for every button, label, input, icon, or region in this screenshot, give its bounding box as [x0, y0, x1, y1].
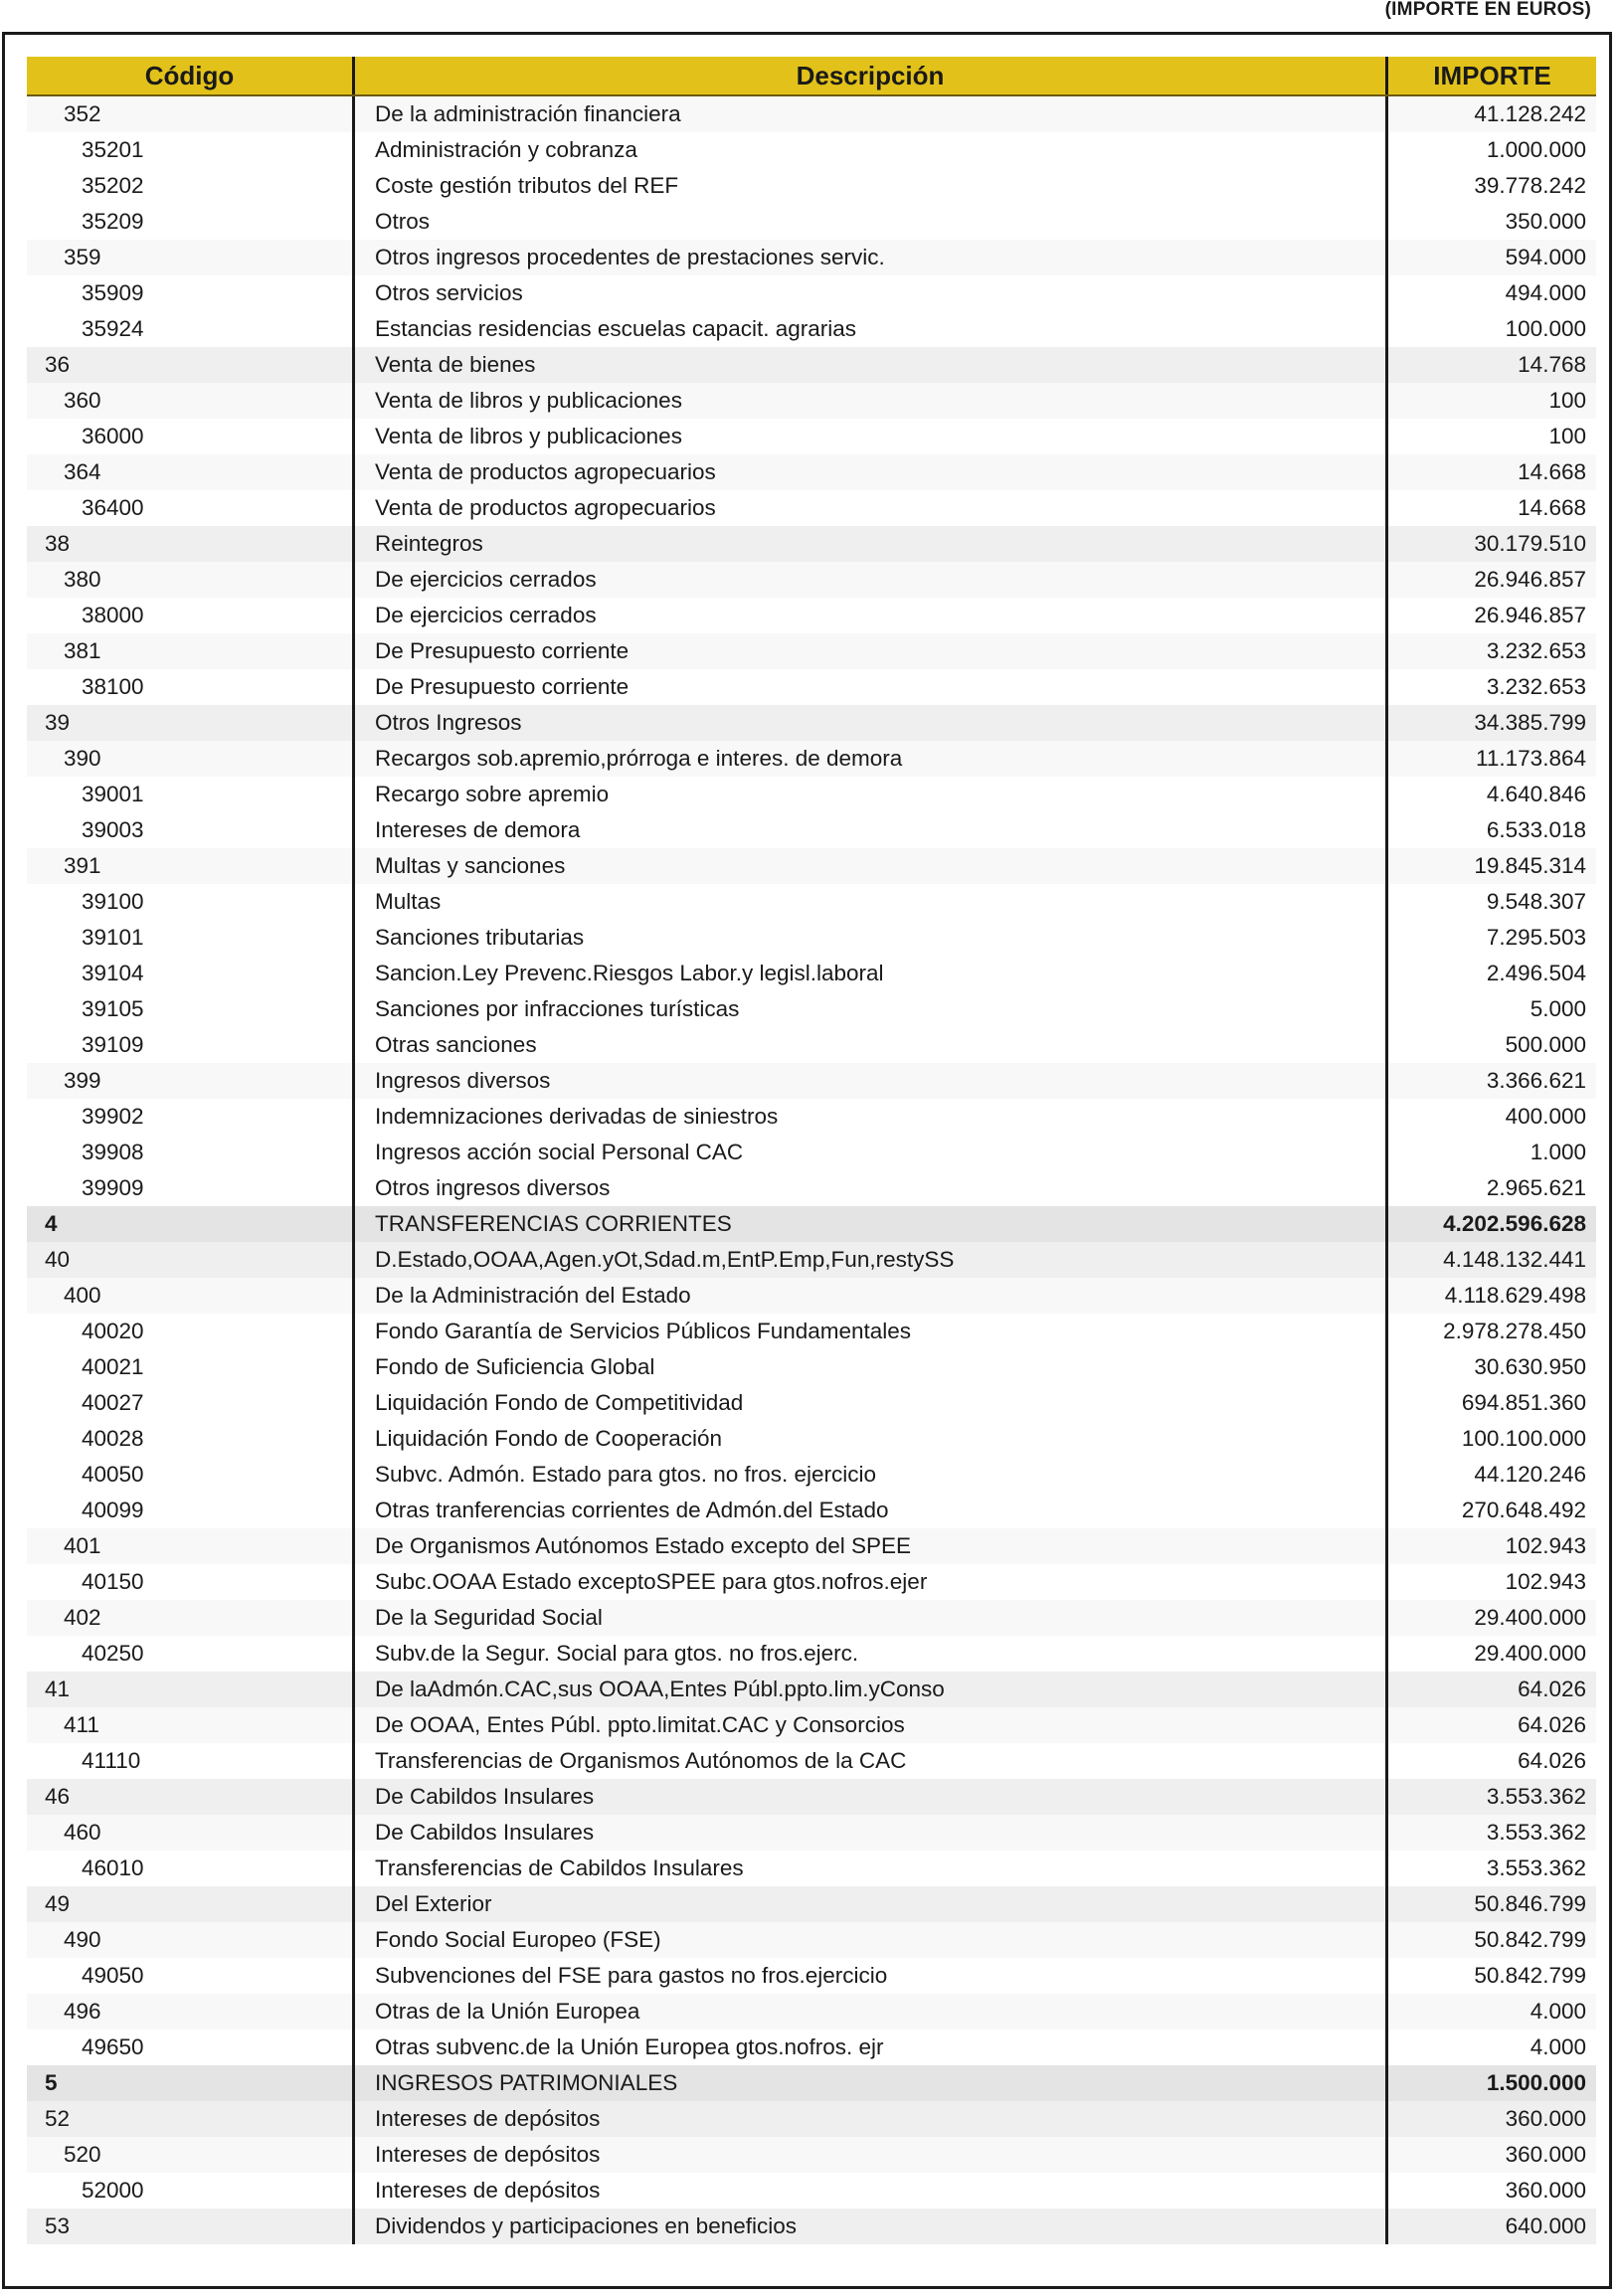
cell-description: Otras de la Unión Europea [355, 1994, 1388, 2030]
cell-code: 4 [27, 1206, 355, 1242]
table-row [27, 956, 1596, 991]
header-description: Descripción [355, 57, 1388, 94]
cell-amount: 30.179.510 [1474, 531, 1586, 556]
cell-code: 39100 [27, 884, 355, 920]
cell-code: 35201 [27, 132, 355, 168]
cell-description: Venta de libros y publicaciones [355, 419, 1388, 454]
cell-description: Otras tranferencias corrientes de Admón.del Estado [355, 1493, 1388, 1528]
table-row [27, 2065, 1596, 2101]
cell-amount: 4.640.846 [1486, 782, 1586, 806]
table-row [27, 275, 1596, 311]
cell-description: Transferencias de Cabildos Insulares [355, 1851, 1388, 1886]
cell-description: De ejercicios cerrados [355, 562, 1388, 598]
cell-code: 38 [27, 526, 355, 562]
cell-code: 52 [27, 2101, 355, 2137]
table-row [27, 2030, 1596, 2065]
cell-amount: 39.778.242 [1474, 173, 1586, 198]
cell-description: Fondo Social Europeo (FSE) [355, 1922, 1388, 1958]
cell-description: Otras sanciones [355, 1027, 1388, 1063]
cell-description: De laAdmón.CAC,sus OOAA,Entes Públ.ppto.lim.yConso [355, 1672, 1388, 1707]
cell-code: 39908 [27, 1135, 355, 1170]
cell-amount: 594.000 [1505, 245, 1586, 269]
cell-description: Multas y sanciones [355, 848, 1388, 884]
cell-amount: 3.232.653 [1486, 638, 1586, 663]
cell-description: INGRESOS PATRIMONIALES [355, 2065, 1388, 2101]
cell-description: Fondo de Suficiencia Global [355, 1349, 1388, 1385]
table-row [27, 2208, 1596, 2244]
cell-code: 380 [27, 562, 355, 598]
cell-code: 49050 [27, 1958, 355, 1994]
cell-amount: 11.173.864 [1476, 746, 1586, 771]
table-row [27, 1349, 1596, 1385]
table-row [27, 741, 1596, 777]
cell-code: 36000 [27, 419, 355, 454]
cell-amount: 26.946.857 [1474, 567, 1586, 592]
cell-description: Subvc. Admón. Estado para gtos. no fros. ejercicio [355, 1457, 1388, 1493]
cell-code: 49 [27, 1886, 355, 1922]
table-row [27, 132, 1596, 168]
table-row [27, 1958, 1596, 1994]
cell-amount: 3.553.362 [1486, 1784, 1586, 1809]
cell-code: 401 [27, 1528, 355, 1564]
cell-amount: 44.120.246 [1474, 1462, 1586, 1487]
cell-code: 40150 [27, 1564, 355, 1600]
cell-amount: 100 [1548, 388, 1586, 413]
cell-description: De OOAA, Entes Públ. ppto.limitat.CAC y Consorcios [355, 1707, 1388, 1743]
cell-code: 39003 [27, 812, 355, 848]
cell-amount: 14.668 [1518, 495, 1586, 520]
table-body [27, 96, 1596, 2244]
table-row [27, 1922, 1596, 1958]
table-row [27, 168, 1596, 204]
cell-code: 39101 [27, 920, 355, 956]
cell-description: Venta de bienes [355, 347, 1388, 383]
cell-amount: 64.026 [1518, 1748, 1586, 1773]
cell-code: 490 [27, 1922, 355, 1958]
cell-amount: 50.842.799 [1474, 1963, 1586, 1988]
cell-description: Recargo sobre apremio [355, 777, 1388, 812]
cell-amount: 34.385.799 [1474, 710, 1586, 735]
cell-amount: 50.846.799 [1474, 1891, 1586, 1916]
table-row [27, 1743, 1596, 1779]
cell-amount: 64.026 [1518, 1712, 1586, 1737]
cell-code: 46 [27, 1779, 355, 1815]
table-row [27, 1815, 1596, 1851]
cell-description: De Presupuesto corriente [355, 633, 1388, 669]
cell-code: 399 [27, 1063, 355, 1099]
cell-amount: 4.000 [1530, 2034, 1586, 2059]
table-row [27, 311, 1596, 347]
cell-description: Sancion.Ley Prevenc.Riesgos Labor.y legisl.laboral [355, 956, 1388, 991]
cell-amount: 14.768 [1518, 352, 1586, 377]
cell-amount: 50.842.799 [1474, 1927, 1586, 1952]
cell-code: 390 [27, 741, 355, 777]
table-row [27, 347, 1596, 383]
cell-description: De la administración financiera [355, 96, 1388, 132]
cell-description: Estancias residencias escuelas capacit. agrarias [355, 311, 1388, 347]
cell-amount: 3.553.362 [1486, 1820, 1586, 1845]
cell-amount: 4.202.596.628 [1443, 1211, 1586, 1236]
table-row [27, 2137, 1596, 2173]
cell-code: 39902 [27, 1099, 355, 1135]
cell-amount: 1.000.000 [1486, 137, 1586, 162]
cell-description: Fondo Garantía de Servicios Públicos Fundamentales [355, 1314, 1388, 1349]
cell-description: Dividendos y participaciones en beneficios [355, 2208, 1388, 2244]
cell-code: 40028 [27, 1421, 355, 1457]
table-row [27, 1457, 1596, 1493]
cell-amount: 360.000 [1505, 2106, 1586, 2131]
cell-description: De ejercicios cerrados [355, 598, 1388, 633]
cell-amount: 29.400.000 [1474, 1605, 1586, 1630]
cell-description: Intereses de depósitos [355, 2173, 1388, 2208]
table-row [27, 526, 1596, 562]
cell-description: Otros ingresos diversos [355, 1170, 1388, 1206]
cell-code: 381 [27, 633, 355, 669]
cell-amount: 640.000 [1505, 2213, 1586, 2238]
cell-amount: 4.000 [1530, 1999, 1586, 2024]
cell-amount: 500.000 [1505, 1032, 1586, 1057]
cell-description: Ingresos acción social Personal CAC [355, 1135, 1388, 1170]
cell-description: Intereses de depósitos [355, 2101, 1388, 2137]
cell-code: 40 [27, 1242, 355, 1278]
cell-amount: 100 [1548, 424, 1586, 448]
cell-code: 40020 [27, 1314, 355, 1349]
table-row [27, 991, 1596, 1027]
cell-amount: 2.496.504 [1486, 961, 1586, 985]
cell-code: 39001 [27, 777, 355, 812]
cell-description: Transferencias de Organismos Autónomos de la CAC [355, 1743, 1388, 1779]
cell-amount: 3.232.653 [1486, 674, 1586, 699]
table-row [27, 1600, 1596, 1636]
cell-code: 52000 [27, 2173, 355, 2208]
cell-description: Coste gestión tributos del REF [355, 168, 1388, 204]
cell-description: Otros ingresos procedentes de prestaciones servic. [355, 240, 1388, 275]
cell-description: De Cabildos Insulares [355, 1815, 1388, 1851]
cell-code: 39909 [27, 1170, 355, 1206]
table-row [27, 1994, 1596, 2030]
cell-code: 360 [27, 383, 355, 419]
cell-code: 40027 [27, 1385, 355, 1421]
cell-amount: 19.845.314 [1474, 853, 1586, 878]
cell-amount: 102.943 [1505, 1533, 1586, 1558]
cell-description: De la Administración del Estado [355, 1278, 1388, 1314]
cell-description: De Cabildos Insulares [355, 1779, 1388, 1815]
table-row [27, 705, 1596, 741]
cell-code: 39109 [27, 1027, 355, 1063]
table-row [27, 1493, 1596, 1528]
cell-code: 41110 [27, 1743, 355, 1779]
table-row [27, 419, 1596, 454]
table-row [27, 1242, 1596, 1278]
table-row [27, 633, 1596, 669]
cell-code: 39105 [27, 991, 355, 1027]
cell-amount: 7.295.503 [1486, 925, 1586, 950]
table-row [27, 1528, 1596, 1564]
budget-table [27, 57, 1596, 2244]
cell-code: 402 [27, 1600, 355, 1636]
cell-amount: 5.000 [1530, 996, 1586, 1021]
cell-code: 391 [27, 848, 355, 884]
cell-amount: 41.128.242 [1474, 101, 1586, 126]
cell-amount: 6.533.018 [1486, 817, 1586, 842]
cell-code: 36 [27, 347, 355, 383]
table-row [27, 1027, 1596, 1063]
cell-code: 41 [27, 1672, 355, 1707]
cell-amount: 64.026 [1518, 1677, 1586, 1701]
cell-code: 364 [27, 454, 355, 490]
cell-description: Sanciones por infracciones turísticas [355, 991, 1388, 1027]
table-row [27, 1063, 1596, 1099]
cell-code: 40099 [27, 1493, 355, 1528]
cell-description: Subvenciones del FSE para gastos no fros.ejercicio [355, 1958, 1388, 1994]
table-row [27, 454, 1596, 490]
table-row [27, 490, 1596, 526]
table-row [27, 920, 1596, 956]
table-row [27, 812, 1596, 848]
cell-amount: 29.400.000 [1474, 1641, 1586, 1666]
table-row [27, 1672, 1596, 1707]
table-row [27, 669, 1596, 705]
table-row [27, 1564, 1596, 1600]
cell-amount: 494.000 [1505, 280, 1586, 305]
unit-note: (IMPORTE EN EUROS) [1384, 0, 1591, 20]
cell-code: 40050 [27, 1457, 355, 1493]
cell-description: Venta de libros y publicaciones [355, 383, 1388, 419]
cell-description: Intereses de depósitos [355, 2137, 1388, 2173]
cell-code: 496 [27, 1994, 355, 2030]
table-row [27, 1206, 1596, 1242]
cell-amount: 102.943 [1505, 1569, 1586, 1594]
cell-code: 53 [27, 2208, 355, 2244]
table-row [27, 562, 1596, 598]
table-row [27, 1421, 1596, 1457]
table-row [27, 1135, 1596, 1170]
cell-amount: 26.946.857 [1474, 603, 1586, 627]
cell-code: 39 [27, 705, 355, 741]
cell-amount: 4.148.132.441 [1443, 1247, 1586, 1272]
table-row [27, 777, 1596, 812]
table-row [27, 598, 1596, 633]
cell-description: D.Estado,OOAA,Agen.yOt,Sdad.m,EntP.Emp,Fun,restySS [355, 1242, 1388, 1278]
cell-code: 40021 [27, 1349, 355, 1385]
cell-description: Recargos sob.apremio,prórroga e interes. de demora [355, 741, 1388, 777]
cell-description: Otras subvenc.de la Unión Europea gtos.nofros. ejr [355, 2030, 1388, 2065]
table-row [27, 240, 1596, 275]
table-row [27, 204, 1596, 240]
cell-description: TRANSFERENCIAS CORRIENTES [355, 1206, 1388, 1242]
cell-amount: 1.500.000 [1486, 2070, 1586, 2095]
cell-amount: 3.553.362 [1486, 1855, 1586, 1880]
cell-code: 38100 [27, 669, 355, 705]
cell-description: Ingresos diversos [355, 1063, 1388, 1099]
cell-code: 38000 [27, 598, 355, 633]
cell-amount: 2.978.278.450 [1443, 1319, 1586, 1343]
cell-description: Intereses de demora [355, 812, 1388, 848]
cell-amount: 360.000 [1505, 2142, 1586, 2167]
cell-description: Otros servicios [355, 275, 1388, 311]
table-row [27, 884, 1596, 920]
table-row [27, 2173, 1596, 2208]
table-row [27, 1851, 1596, 1886]
table-row [27, 1707, 1596, 1743]
cell-amount: 360.000 [1505, 2178, 1586, 2203]
cell-description: Indemnizaciones derivadas de siniestros [355, 1099, 1388, 1135]
table-row [27, 1170, 1596, 1206]
cell-code: 352 [27, 96, 355, 132]
cell-code: 400 [27, 1278, 355, 1314]
cell-code: 36400 [27, 490, 355, 526]
cell-code: 460 [27, 1815, 355, 1851]
cell-amount: 694.851.360 [1461, 1390, 1586, 1415]
cell-code: 35202 [27, 168, 355, 204]
table-row [27, 383, 1596, 419]
cell-description: De Presupuesto corriente [355, 669, 1388, 705]
cell-description: Venta de productos agropecuarios [355, 490, 1388, 526]
cell-code: 35909 [27, 275, 355, 311]
cell-code: 5 [27, 2065, 355, 2101]
cell-description: Otros Ingresos [355, 705, 1388, 741]
cell-code: 520 [27, 2137, 355, 2173]
cell-description: Subv.de la Segur. Social para gtos. no fros.ejerc. [355, 1636, 1388, 1672]
cell-description: Del Exterior [355, 1886, 1388, 1922]
cell-description: Administración y cobranza [355, 132, 1388, 168]
cell-amount: 1.000 [1530, 1140, 1586, 1164]
cell-amount: 400.000 [1505, 1104, 1586, 1129]
table-row [27, 1636, 1596, 1672]
cell-code: 35209 [27, 204, 355, 240]
cell-description: De Organismos Autónomos Estado excepto del SPEE [355, 1528, 1388, 1564]
cell-code: 35924 [27, 311, 355, 347]
table-row [27, 2101, 1596, 2137]
cell-amount: 350.000 [1505, 209, 1586, 234]
table-row [27, 1278, 1596, 1314]
header-amount: IMPORTE [1433, 60, 1551, 90]
cell-amount: 100.000 [1505, 316, 1586, 341]
cell-code: 49650 [27, 2030, 355, 2065]
cell-code: 39104 [27, 956, 355, 991]
cell-description: Otros [355, 204, 1388, 240]
cell-description: Subc.OOAA Estado exceptoSPEE para gtos.nofros.ejer [355, 1564, 1388, 1600]
table-row [27, 1886, 1596, 1922]
cell-code: 46010 [27, 1851, 355, 1886]
cell-code: 40250 [27, 1636, 355, 1672]
cell-amount: 2.965.621 [1486, 1175, 1586, 1200]
cell-description: Multas [355, 884, 1388, 920]
cell-description: Liquidación Fondo de Cooperación [355, 1421, 1388, 1457]
table-row [27, 1314, 1596, 1349]
table-row [27, 1099, 1596, 1135]
cell-description: De la Seguridad Social [355, 1600, 1388, 1636]
table-header [27, 57, 1596, 96]
cell-amount: 4.118.629.498 [1444, 1283, 1586, 1308]
cell-amount: 9.548.307 [1486, 889, 1586, 914]
table-row [27, 848, 1596, 884]
cell-description: Venta de productos agropecuarios [355, 454, 1388, 490]
cell-amount: 100.100.000 [1461, 1426, 1586, 1451]
cell-description: Reintegros [355, 526, 1388, 562]
cell-amount: 3.366.621 [1486, 1068, 1586, 1093]
header-code: Código [27, 57, 355, 94]
cell-amount: 14.668 [1518, 459, 1586, 484]
cell-amount: 30.630.950 [1474, 1354, 1586, 1379]
cell-code: 411 [27, 1707, 355, 1743]
cell-amount: 270.648.492 [1461, 1498, 1586, 1522]
cell-description: Liquidación Fondo de Competitividad [355, 1385, 1388, 1421]
cell-code: 359 [27, 240, 355, 275]
table-row [27, 1385, 1596, 1421]
table-row [27, 1779, 1596, 1815]
table-row [27, 96, 1596, 132]
cell-description: Sanciones tributarias [355, 920, 1388, 956]
